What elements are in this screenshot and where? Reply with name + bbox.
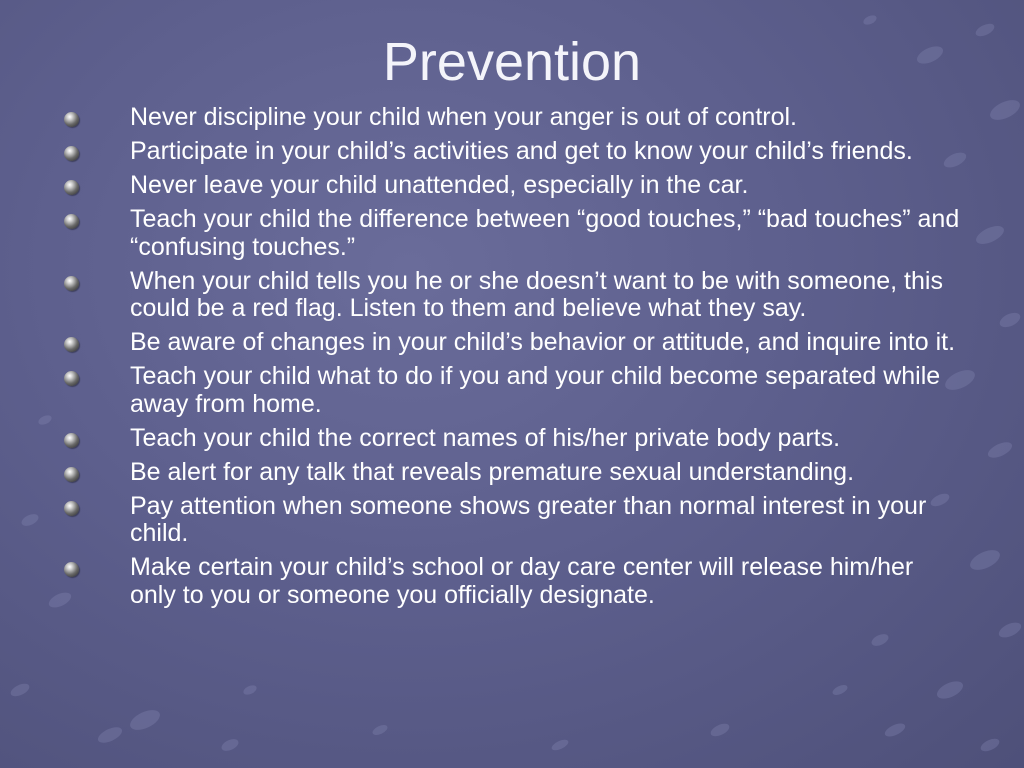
bullet-text: Never discipline your child when your anger is out of control. [130,103,798,131]
sphere-bullet-icon [64,562,79,577]
bullet-item [0,172,960,200]
bullet-item [0,554,960,609]
bullet-item [0,493,960,548]
bullet-text: Be aware of changes in your child’s behavior or attitude, and inquire into it. [130,328,956,356]
bullet-text: When your child tells you he or she doesn’t want to be with someone, this could be a red flag. Listen to them and believe what they say. [130,266,943,322]
sphere-bullet-icon [64,371,79,386]
bullet-text: Teach your child the difference between “good touches,” “bad touches” and “confusing touches.” [130,205,960,261]
sphere-bullet-icon [64,146,79,161]
bullet-text: Be alert for any talk that reveals premature sexual understanding. [130,457,855,486]
bullet-text: Teach your child what to do if you and your child become separated while away from home. [130,362,941,418]
bullet-item [0,425,960,453]
bullet-item [0,363,960,418]
bullet-item [0,329,960,357]
sphere-bullet-icon [64,433,79,448]
bullet-item [0,206,960,261]
bullet-item [0,268,960,323]
sphere-bullet-icon [64,276,79,291]
bullet-list [0,104,1024,616]
bullet-text: Pay attention when someone shows greater than normal interest in your child. [130,491,927,547]
sphere-bullet-icon [64,337,79,352]
bullet-text: Never leave your child unattended, especially in the car. [130,171,749,199]
sphere-bullet-icon [64,214,79,229]
bullet-item [0,138,960,166]
bullet-item [0,459,960,487]
sphere-bullet-icon [64,501,79,516]
sphere-bullet-icon [64,112,79,127]
bullet-text: Make certain your child’s school or day care center will release him/her only to you or someone you officially designate. [130,553,914,609]
sphere-bullet-icon [64,467,79,482]
bullet-text: Participate in your child’s activities and get to know your child’s friends. [130,137,913,165]
sphere-bullet-icon [64,180,79,195]
slide-title: Prevention [382,32,642,92]
bullet-text: Teach your child the correct names of his/her private body parts. [130,423,841,452]
bullet-item [0,104,960,132]
